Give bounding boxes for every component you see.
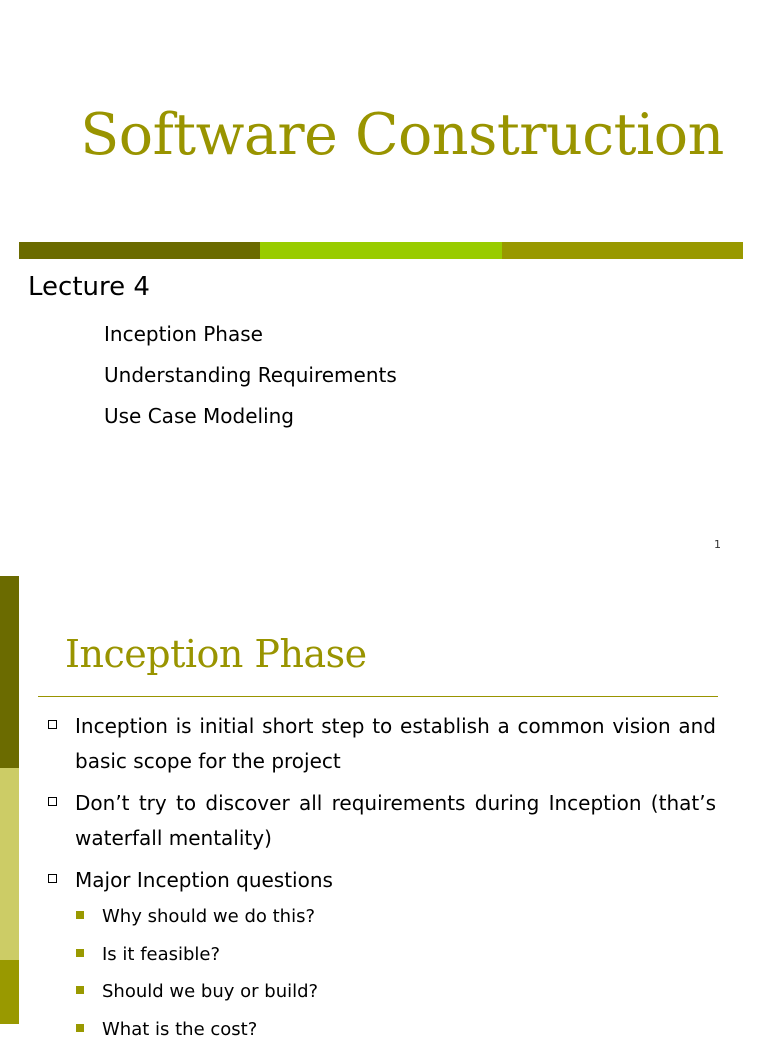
divider-segment-bright xyxy=(260,242,501,259)
sub-bullet-item xyxy=(75,1011,716,1048)
bullet-text: Don’t try to discover all requirements during Inception (that’s waterfall mentality) xyxy=(75,786,716,856)
bullet-item xyxy=(48,863,716,1048)
filled-square-bullet-icon xyxy=(76,949,84,957)
filled-square-bullet-icon xyxy=(76,911,84,919)
sub-bullet-text: Is it feasible? xyxy=(102,944,220,965)
topic-item: Inception Phase xyxy=(104,319,397,360)
sub-bullet-text: Should we buy or build? xyxy=(102,981,318,1002)
lecture-label: Lecture 4 xyxy=(28,272,150,302)
filled-square-bullet-icon xyxy=(76,986,84,994)
divider-segment-olive xyxy=(502,242,743,259)
bullet-text: Inception is initial short step to establish a common vision and basic scope for the project xyxy=(75,709,716,779)
slide-title: Inception Phase xyxy=(65,632,367,676)
side-band-dark xyxy=(0,576,19,768)
sub-bullet-item xyxy=(75,936,716,974)
sub-bullet-text: Why should we do this? xyxy=(102,906,315,927)
side-band-light xyxy=(0,768,19,960)
divider-segment-dark xyxy=(19,242,260,259)
topic-item: Use Case Modeling xyxy=(104,401,397,442)
bullet-list xyxy=(48,709,716,1048)
filled-square-bullet-icon xyxy=(76,1024,84,1032)
sub-bullet-item xyxy=(75,898,716,936)
slide-title: Software Construction xyxy=(0,102,768,168)
square-bullet-icon xyxy=(48,874,57,883)
title-underline xyxy=(38,696,718,697)
slide-separator xyxy=(0,564,768,576)
sub-bullet-item xyxy=(75,973,716,1011)
side-band-olive xyxy=(0,960,19,1024)
sub-bullet-text: What is the cost? xyxy=(102,1019,257,1040)
bullet-text: Major Inception questions xyxy=(75,868,333,892)
bullet-item xyxy=(48,709,716,779)
bullet-item xyxy=(48,786,716,856)
topic-item: Understanding Requirements xyxy=(104,360,397,401)
slide-2 xyxy=(0,576,768,1024)
page-number: 1 xyxy=(714,538,721,551)
sub-bullet-list xyxy=(75,898,716,1048)
topic-list xyxy=(104,319,397,442)
square-bullet-icon xyxy=(48,720,57,729)
square-bullet-icon xyxy=(48,797,57,806)
title-divider-bar xyxy=(19,242,743,259)
